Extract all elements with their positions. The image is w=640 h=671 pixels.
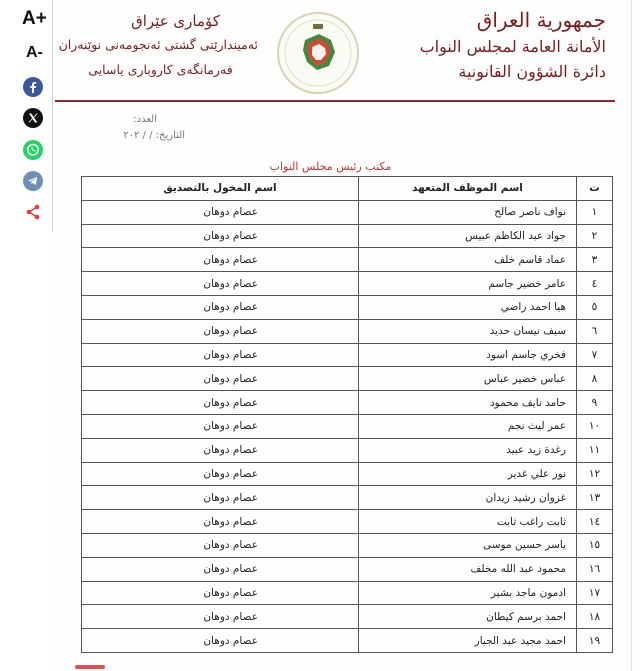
table-row <box>82 581 613 605</box>
employee-name: نواف ناصر صالح <box>359 200 577 224</box>
employee-name: عماد قاسم خلف <box>359 248 577 272</box>
font-increase-button[interactable]: A+ <box>22 8 47 29</box>
authorized-name: عصام دوهان <box>82 367 359 391</box>
letterhead-kurdish <box>58 10 258 82</box>
row-index: ٧ <box>577 343 613 367</box>
employee-name: احمد برسم كيطان <box>359 605 577 629</box>
authorized-name: عصام دوهان <box>82 438 359 462</box>
table-row <box>82 510 613 534</box>
page-edge <box>631 0 632 671</box>
employee-name: عباس خضير عباس <box>359 367 577 391</box>
employee-name: رغدة زيد عبيد <box>359 438 577 462</box>
employee-name: ياسر حسين موسى <box>359 533 577 557</box>
bottom-accent <box>75 665 105 669</box>
authorized-name: عصام دوهان <box>82 248 359 272</box>
facebook-icon[interactable] <box>23 77 43 97</box>
table-row <box>82 248 613 272</box>
row-index: ١٠ <box>577 414 613 438</box>
table-row <box>82 200 613 224</box>
table-row <box>82 414 613 438</box>
telegram-icon[interactable] <box>23 171 43 191</box>
table-row <box>82 605 613 629</box>
share-icon[interactable] <box>23 202 43 222</box>
table-row <box>82 533 613 557</box>
table-row <box>82 272 613 296</box>
date-value: / / ٢٠٢ <box>123 130 153 141</box>
row-index: ٨ <box>577 367 613 391</box>
authorized-name: عصام دوهان <box>82 533 359 557</box>
authorized-name: عصام دوهان <box>82 319 359 343</box>
date-line <box>65 128 185 144</box>
row-index: ١ <box>577 200 613 224</box>
employee-name: فخري جاسم اسود <box>359 343 577 367</box>
row-index: ١٢ <box>577 462 613 486</box>
table-row <box>82 438 613 462</box>
table-row <box>82 629 613 653</box>
authorized-name: عصام دوهان <box>82 295 359 319</box>
authorized-name: عصام دوهان <box>82 510 359 534</box>
authorized-name: عصام دوهان <box>82 605 359 629</box>
authorized-name: عصام دوهان <box>82 581 359 605</box>
letterhead-line: الأمانة العامة لمجلس النواب <box>419 37 606 56</box>
table-row <box>82 224 613 248</box>
table-row <box>82 343 613 367</box>
row-index: ١٤ <box>577 510 613 534</box>
document-meta <box>65 112 185 144</box>
authorized-name: عصام دوهان <box>82 391 359 415</box>
row-index: ١٨ <box>577 605 613 629</box>
authorized-name: عصام دوهان <box>82 224 359 248</box>
employee-name: عامر خضير جاسم <box>359 272 577 296</box>
row-index: ١٧ <box>577 581 613 605</box>
employee-name: جواد عبد الكاظم عبيس <box>359 224 577 248</box>
row-index: ٦ <box>577 319 613 343</box>
letterhead-line: فەرمانگەی کاروباری یاسایی <box>88 62 233 77</box>
letterhead-line: ئەمیندارێتی گشتی ئەنجومەنی نوێنەران <box>58 37 258 52</box>
employee-name: غزوان رشيد زيدان <box>359 486 577 510</box>
font-decrease-button[interactable]: A- <box>26 44 43 61</box>
employee-name: سيف نيسان حديد <box>359 319 577 343</box>
table-row <box>82 367 613 391</box>
number-label: العدد: <box>133 114 157 125</box>
header-employee: اسم الموظف المتعهد <box>359 177 577 201</box>
office-title: مكتب رئيس مجلس النواب <box>269 160 392 173</box>
letterhead-line: جمهورية العراق <box>476 8 606 32</box>
row-index: ١٣ <box>577 486 613 510</box>
table-header-row <box>82 177 613 201</box>
row-index: ٥ <box>577 295 613 319</box>
parliament-seal-logo <box>275 10 361 96</box>
row-index: ١٩ <box>577 629 613 653</box>
employee-name: ثابت راغب ثابت <box>359 510 577 534</box>
table-row <box>82 462 613 486</box>
authorized-name: عصام دوهان <box>82 486 359 510</box>
employee-name: محمود عبد الله مخلف <box>359 557 577 581</box>
x-icon[interactable] <box>23 108 43 128</box>
employee-name: عمر ليث نجم <box>359 414 577 438</box>
share-sidebar <box>0 0 52 671</box>
table-row <box>82 391 613 415</box>
document-page <box>53 0 640 671</box>
header-authorized: اسم المخول بالتصديق <box>82 177 359 201</box>
header-index: ت <box>577 177 613 201</box>
row-index: ٩ <box>577 391 613 415</box>
authorized-name: عصام دوهان <box>82 629 359 653</box>
date-label: التاريخ: <box>155 130 185 141</box>
row-index: ٤ <box>577 272 613 296</box>
table-row <box>82 295 613 319</box>
letterhead-divider <box>55 100 615 102</box>
employee-name: هيا احمد راضي <box>359 295 577 319</box>
letterhead-arabic <box>420 6 606 84</box>
authorized-name: عصام دوهان <box>82 343 359 367</box>
letterhead-line: كۆماری عێراق <box>131 12 220 30</box>
authorized-name: عصام دوهان <box>82 557 359 581</box>
row-index: ١٦ <box>577 557 613 581</box>
table-row <box>82 557 613 581</box>
authorized-name: عصام دوهان <box>82 200 359 224</box>
employee-name: نور علي غدير <box>359 462 577 486</box>
authorized-name: عصام دوهان <box>82 272 359 296</box>
employee-name: حامد نايف محمود <box>359 391 577 415</box>
letterhead-line: دائرة الشؤون القانونية <box>458 62 606 81</box>
row-index: ١٥ <box>577 533 613 557</box>
whatsapp-icon[interactable] <box>23 140 43 160</box>
bottom-strip <box>53 663 173 671</box>
employees-table <box>81 176 613 653</box>
employee-name: ادمون ماجد بشير <box>359 581 577 605</box>
row-index: ١١ <box>577 438 613 462</box>
employee-name: احمد مجيد عبد الجبار <box>359 629 577 653</box>
table-row <box>82 319 613 343</box>
row-index: ٣ <box>577 248 613 272</box>
authorized-name: عصام دوهان <box>82 462 359 486</box>
row-index: ٢ <box>577 224 613 248</box>
authorized-name: عصام دوهان <box>82 414 359 438</box>
table-row <box>82 486 613 510</box>
